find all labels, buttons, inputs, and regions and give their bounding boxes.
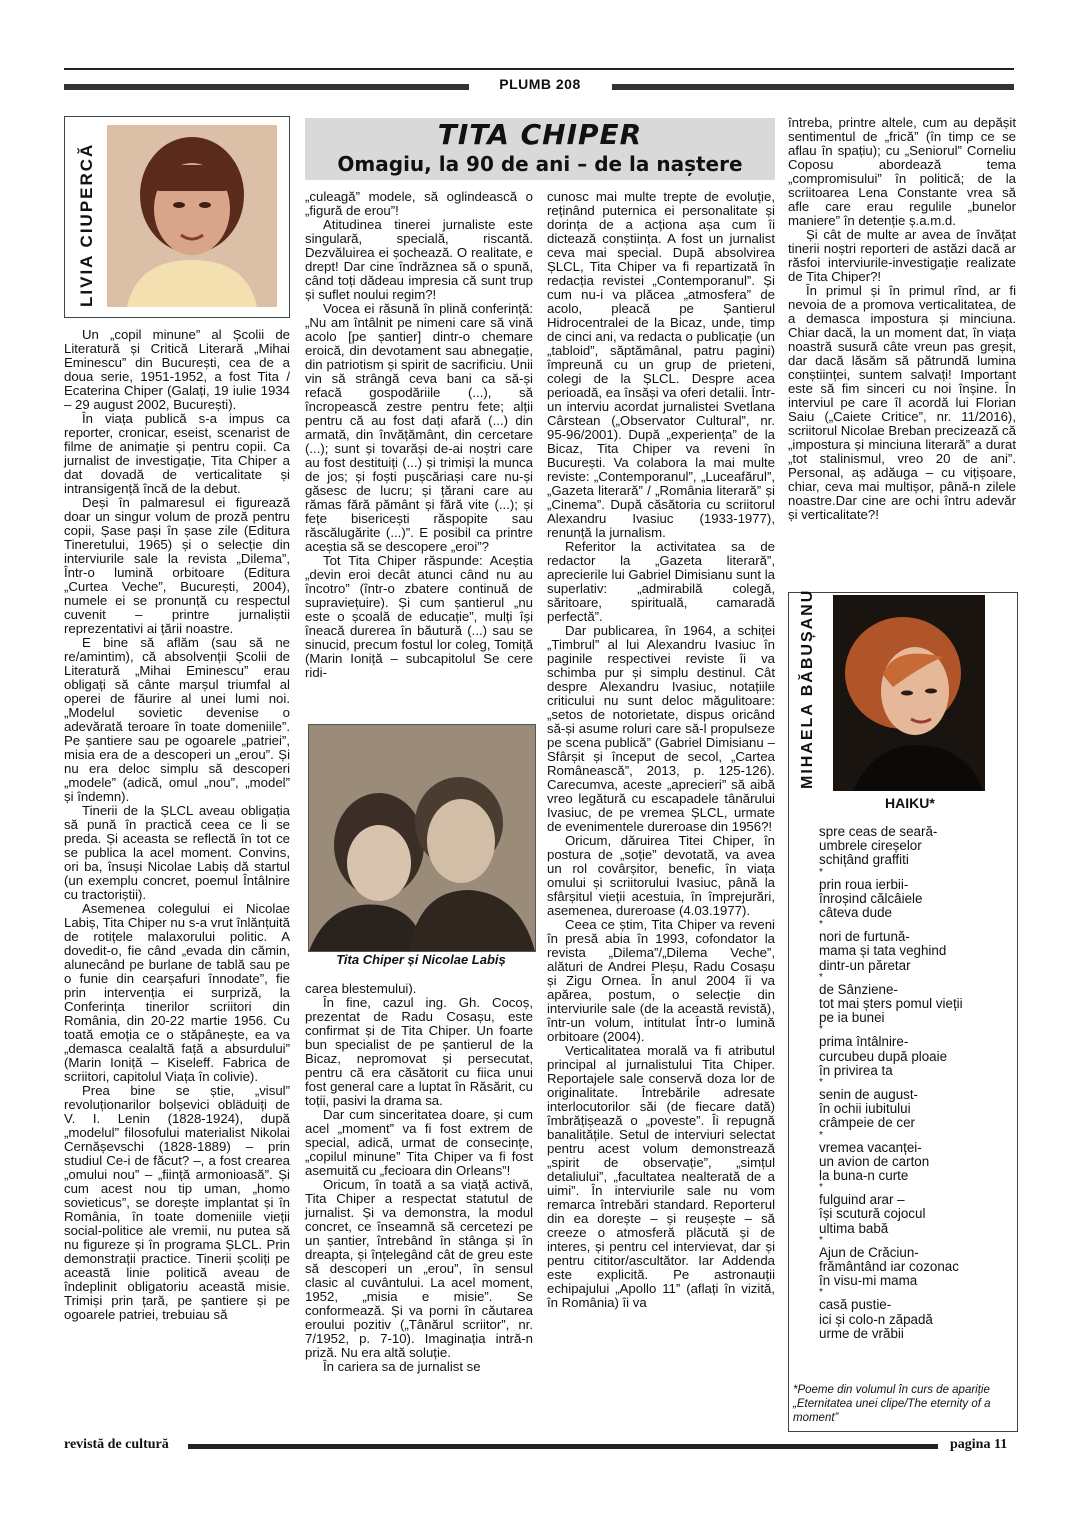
haiku-line: tot mai șters pomul vieții: [819, 996, 963, 1012]
haiku-line: prin roua ierbii-: [819, 876, 909, 892]
paragraph: Și cât de multe ar avea de învățat tinerii noștri reporteri de astăzi dacă ar răsfoi interviurile-investigație realizate de Tita Chiper?!: [788, 227, 1016, 284]
paragraph: Asemenea colegului ei Nicolae Labiș, Tita Chiper nu s-a vrut înlănțuită de rotițele malaxorului politic. A dovedit-o, fie când „evada din cămin, alunecând pe burlane de tablă sau pe o funie din cearșafuri înnodate”, fie prin intervenția ei surpriză, la Conferința tinerilor scriitori din România, din 20-22 martie 1956. Cu toată emoția ce o stăpânește, ea va „demasca cealaltă față a absurdului” (Marin Ioniță – Kiseleff. Fabrica de scriitori, capitolul Viața în colivie).: [64, 901, 290, 1084]
haiku-line: casă pustie-: [819, 1297, 892, 1313]
paragraph: carea blestemului).: [305, 981, 417, 996]
haiku-separator: *: [819, 1287, 823, 1299]
paragraph: Vocea ei răsună în plină conferință: „Nu am întâlnit pe nimeni care să vină acolo [pe șantier] dintr-o chemare eroică, din devotament sau abnegație, din patriotism și spirit de sacrificiu. Unii vin să strângă ceva bani ca să-și refacă gospodăriile (...), să încropească zestre pentru fete; alții pentru că au fost dați afară (...) din armată, din învățământ, din cercetare (...); sunt și tovarăși de-ai noștri care au fost destituiți (...) și trimiși la munca de jos; și foști pușcăriași care nu-și găsesc de lucru; și țărani care au rămas fără pământ și fără vite (...); și fețe bisericești răspopite sau răscălugărite (...)”. E posibil ca printre aceștia să se descopere „eroi”?: [305, 301, 533, 554]
haiku-line: ici și colo-n zăpadă: [819, 1311, 933, 1327]
haiku-line: spre ceas de seară-: [819, 824, 938, 839]
haiku-line: nori de furtună-: [819, 929, 910, 945]
paragraph: Oricum, dăruirea Titei Chiper, în postura de „soție” devotată, va avea un rol covârșitor, benefic, în viața omului și scriitorului Ivasiuc, până la sfârșitul vieții acestuia, în împrejurări, asemenea, dureroase (4.03.1977).: [547, 833, 775, 918]
article-column-3: [547, 190, 775, 1310]
haiku-separator: *: [819, 1024, 823, 1036]
photo-caption: Tita Chiper și Nicolae Labiș: [336, 952, 506, 967]
paragraph: Tot Tita Chiper răspunde: Aceștia „devin eroi decât atunci când nu au încotro” (într-o zbatere continuă de supraviețuire). Și cum șantierul „nu este o școală de educație”, mulți își îneacă durerea în băutură (...) sau se sinucid, precum fostul lor coleg, Tomiță (Marin Ioniță – subcapitolul Se cere ridi-: [305, 553, 533, 680]
couple-photo: [308, 724, 536, 952]
magazine-issue: PLUMB 208: [499, 76, 581, 92]
haiku-line: în privirea ta: [819, 1062, 893, 1078]
couple-photo-image: [309, 725, 535, 951]
paragraph: Prea bine se știe, „visul” revoluționarilor bolșevici obläduiți de V. I. Lenin (1828-1924), după „modelul” filosofului materialist Nikolai Cernășevschi (1828-1889) – prin studiul Ce-i de făcut? –, a fost crearea „omului nou” – „ființă armonioasă”. Și cum acest nou tip uman, „homo sovieticus”, se dorește implantat și în România, în toate domeniile vieții social-politice ale vremii, nu putea să nu figureze și în programa ȘLCL. Prin demonstrații practice. Tinerii școliți pe această linie politică aveau de îndeplinit obligatoriu această misie. Trimiși prin țară, pe șantiere și pe ogoarele patriei, trebuiau să: [64, 1083, 290, 1322]
haiku-separator: *: [819, 866, 823, 878]
article-column-2-lower: [305, 982, 533, 1374]
article-column-1: [64, 328, 290, 1322]
haiku-line: de Sânziene-: [819, 981, 898, 997]
haiku-line: câteva dude: [819, 905, 892, 921]
paragraph: Referitor la activitatea sa de redactor la „Gazeta literară”, aprecierile lui Gabriel Dimisianu sunt la superlativ: „admirabilă colegă, săritoare, spirituală, camaradă perfectă”.: [547, 539, 775, 624]
paragraph: E bine să aflăm (sau să ne re/amintim), că absolvenții Școlii de Literatură „Mihai Eminescu” erau obligați să cânte marșul triumfal al operei de făurire al unei lumi noi. „Modelul sovietic devenise o adevărată teroare în toate domeniile”. Pe șantiere sau pe ogoarele „patriei”, misia era de a descoperi un „erou”. Și nu era deloc simplu să descoperi „modele” (adică, omul „nou”, „model” și îndemn).: [64, 635, 290, 804]
header-bar-left: [64, 84, 469, 90]
haiku-line: schițând graffiti: [819, 852, 909, 868]
paragraph: În viața publică s-a impus ca reporter, cronicar, eseist, scenarist de filme de animație și pentru copii. Ca jurnalist de investigație, Tita Chiper a dat dovadă de verticalitate și intransigență încă de la debut.: [64, 411, 290, 496]
haiku-line: prima întâlnire-: [819, 1034, 909, 1050]
footer-left: revistă de cultură: [64, 1437, 169, 1452]
footer-page: pagina 11: [950, 1437, 1008, 1452]
paragraph: Oricum, în toată a sa viață activă, Tita Chiper a respectat statutul de jurnalist. Și va demonstra, la modul concret, ce înseamnă să cercetezi pe un șantier, întrebând în stânga și în dreapta, și înțelegând cât de greu este să descoperi un „erou”, în sensul clasic al cuvântului. La acel moment, 1952, „misia e misie”. Se conformează. Și va porni în căutarea eroului pozitiv („Tânărul scriitor”, nr. 7/1952, p. 7-10). Imaginația intră-n priză. Nu era altă soluție.: [305, 1177, 533, 1360]
haiku-line: senin de august-: [819, 1087, 919, 1103]
article-title-box: [305, 118, 775, 180]
haiku-separator: *: [819, 919, 823, 931]
haiku-line: pe ia bunei: [819, 1010, 885, 1026]
haiku-separator: *: [819, 1182, 823, 1194]
haiku-line: un avion de carton: [819, 1153, 930, 1169]
haiku-line: crâmpeie de cer: [819, 1115, 916, 1131]
haiku-line: frământând iar cozonac: [819, 1259, 959, 1275]
author-name-2: MIHAELA BĂBUȘANU: [799, 588, 816, 789]
haiku-separator: *: [819, 971, 823, 983]
paragraph: Dar publicarea, în 1964, a schiței „Timbrul” al lui Alexandru Ivasiuc în paginile respectivei reviste îi va schimba pur și simplu destinul. Cât despre Alexandru Ivasiuc, notațiile criticului nu sunt deloc măgulitoare: „setos de notorietate, dispus oricând să-și asume roluri care să-l propulseze pe scena publică” (Gabriel Dimisianu – Sfârșit și început de secol, „Cartea Românească”, 2013, p. 125-126). Carecumva, aceste „aprecieri” să aibă vreo legătură cu escapadele tânărului Ivasiuc, de pe vremea ȘLCL, urmate de evenimentele dureroase din 1956?!: [547, 623, 775, 834]
haiku-separator: *: [819, 1234, 823, 1246]
author-portrait-1: [107, 125, 277, 307]
top-rule: [64, 68, 1014, 70]
paragraph: cunosc mai multe trepte de evoluție, reținând puternica ei personalitate și dorința de a acționa așa cum îi dictează conștiința. A fost un jurnalist ceva mai special. După absolvirea ȘLCL, Tita Chiper va fi repartizată în redacția revistei „Contemporanul”. Și cum nu-i va plăcea „atmosfera” de acolo, pleacă pe Șantierul Hidrocentralei de la Bicaz, unde, timp de cinci ani, va redacta o publicație (un „tabloid”, săptămânal, patru pagini) împreună cu un grup de prieteni, colegi de la ȘLCL. Despre acea perioadă, ea însăși va oferi detalii. Într-un interviu acordat jurnalistei Svetlana Cârstean („Observator Cultural”, nr. 95-96/2001). După „experiența” de la Bicaz, Tita Chiper va reveni în București. Va colabora la mai multe reviste: „Contemporanul”, „Luceafărul”, „Gazeta literară” / „România literară” și „Cinema”. După căsătoria cu scriitorul Alexandru Ivasiuc (1933-1977), renunță la jurnalism.: [547, 189, 775, 540]
haiku-line: fulguind arar –: [819, 1192, 905, 1208]
haiku-line: la buna-n curte: [819, 1168, 909, 1184]
author-name-1: LIVIA CIUPERCĂ: [77, 142, 96, 307]
paragraph: „culeagă” modele, să oglindească o „figură de erou”!: [305, 189, 533, 218]
haiku-separator: *: [819, 1077, 823, 1089]
paragraph: Un „copil minune” al Școlii de Literatură și Critică Literară „Mihai Eminescu” din București, cea de a doua serie, 1951-1952, a fost Tita / Ecaterina Chiper (Galați, 19 iulie 1934 – 29 august 2002, București).: [64, 327, 290, 412]
paragraph: Ceea ce știm, Tita Chiper va reveni în presă abia în 1993, cofondator la revista „Dilema”/„Dilema Veche”, alături de Andrei Pleșu, Radu Cosașu și Zigu Ornea. În anul 2004 îi va apărea, postum, o selecție din interviurile sale (de la această revistă), într-un volum, intitulat Într-o lumină orbitoare (2004).: [547, 917, 775, 1044]
haiku-separator: *: [819, 1129, 823, 1141]
paragraph: În primul și în primul rînd, ar fi nevoia de a promova verticalitatea, de a demasca impostura și minciuna. Chiar dacă, la un moment dat, în viața noastră susură câte vreun pas greșit, dar dacă lăsăm să pătrundă lumina conștiinței, suntem salvați! Important este să fim sinceri cu noi înșine. În interviul pe care îl acordă lui Florian Saiu („Caiete Critice”, nr. 11/2016), scriitorul Nicolae Breban precizează că „impostura și minciuna literară” a durat „tot stalinismul, vreo 20 de ani”. Personal, aș adăuga – cu vițișoare, chiar, ceva mai multișor, până-n zilele noastre.Dar cine are ochi întru adevăr și verticalitate?!: [788, 283, 1016, 522]
paragraph: Atitudinea tinerei jurnaliste este singulară, specială, riscantă. Dezvăluirea ei șochează. O realitate, e drept! Dar cine îndrăznea să o spună, când toți dădeau impresia că sunt trup și suflet noului regim?!: [305, 217, 533, 302]
article-column-2: [305, 190, 533, 680]
paragraph: Deși în palmaresul ei figurează doar un singur volum de proză pentru copii, Șase pași în șase zile (Editura Tineretului, 1965) și o selecție din interviurile sale la revista „Dilema”, Într-o lumină orbitoare (Editura „Curtea Veche”, București, 2004), numele ei se pronunță cu respectul cuvenit – printre jurnaliștii reprezentativi ai țării noastre.: [64, 495, 290, 636]
haiku-line: înroșind călcâiele: [819, 890, 923, 906]
haiku-line: mama și tata veghind: [819, 943, 947, 959]
haiku-line: umbrele cireșelor: [819, 838, 922, 854]
haiku-line: își scutură cojocul: [819, 1206, 926, 1222]
header-bar-right: [612, 84, 1014, 90]
haiku-line: în visu-mi mama: [819, 1273, 918, 1289]
paragraph: În cariera sa de jurnalist se: [323, 1359, 481, 1374]
paragraph: Tinerii de la ȘLCL aveau obligația să pună în practică ceea ce li se preda. Și aceasta se reflectă în tot ce se publica la acel moment. Convins, ori ba, însuși Nicolae Labiș dă startul (un exemplu concret, poemul Întâlnire cu tractoriștii).: [64, 803, 290, 902]
haiku-list: [819, 825, 1009, 1341]
haiku-note: *Poeme din volumul în curs de apariție „Eternitatea unei clipe/The eternity of a moment”: [793, 1384, 991, 1424]
haiku-line: curcubeu după ploaie: [819, 1048, 948, 1064]
haiku-line: Ajun de Crăciun-: [819, 1244, 919, 1260]
article-title: TITA CHIPER: [437, 118, 643, 151]
haiku-line: vremea vacanței-: [819, 1139, 922, 1155]
haiku-section: [788, 588, 1018, 1432]
paragraph: Dar cum sinceritatea doare, și cum acel „moment” va fi fost extrem de special, adică, urmat de consecințe, „copilul minune” Tita Chiper va fi fost asemuită cu „fecioara din Orleans”!: [305, 1107, 533, 1178]
paragraph: întreba, printre altele, cum au depășit sentimentul de „frică” (în timp ce se aflau în spațiu); cu „Seniorul” Corneliu Coposu abordează tema „compromisului” în politică; de la scriitoarea Lena Constante vrea să afle care erau regulile „bunelor maniere” în detenție ș.a.m.d.: [788, 115, 1016, 228]
haiku-line: în ochii iubitului: [819, 1101, 911, 1117]
author-portrait-2: [833, 595, 985, 791]
article-subtitle: Omagiu, la 90 de ani – de la naștere: [337, 152, 743, 176]
haiku-line: ultima babă: [819, 1220, 889, 1236]
paragraph: Verticalitatea morală va fi atributul principal al jurnalistului Tita Chiper. Reportajele sale conservă doza lor de originalitate. Întrebările adresate interlocutorilor săi (de fiecare dată) îmbrățișează o „poveste”. Îi repugnă banalitățile. Setul de interviuri selectat pentru acest volum demonstrează „spirit de observație”, „simțul detaliului”, „facultatea nealterată de a uimi”. În interviurile sale nu vom remarca întrebări standard. Reporterul din ea dorește – și reușește – să creeze o atmosferă plăcută și de interes, și pentru cel intervievat, dar și pentru cititor/ascultător. Iar Addenda este explicită. Pe astronauții echipajului „Apollo 11” (aflați în vizită, în România) îi va: [547, 1043, 775, 1310]
haiku-line: urme de vrăbii: [819, 1325, 904, 1341]
author-box-1: [64, 116, 290, 318]
article-column-4: [788, 116, 1016, 522]
haiku-title: HAIKU*: [885, 795, 935, 811]
haiku-line: dintr-un păretar: [819, 957, 911, 973]
footer-rule: [188, 1444, 938, 1449]
paragraph: În fine, cazul ing. Gh. Cocoș, prezentat de Radu Cosașu, este confirmat și de Tita Chiper. Un foarte bun specialist de pe șantierul de la Bicaz, nepromovat și persecutat, pentru că era căsătorit cu fiica unui fost general care a luptat în Răsărit, cu toții, pasivi la drama sa.: [305, 995, 533, 1108]
